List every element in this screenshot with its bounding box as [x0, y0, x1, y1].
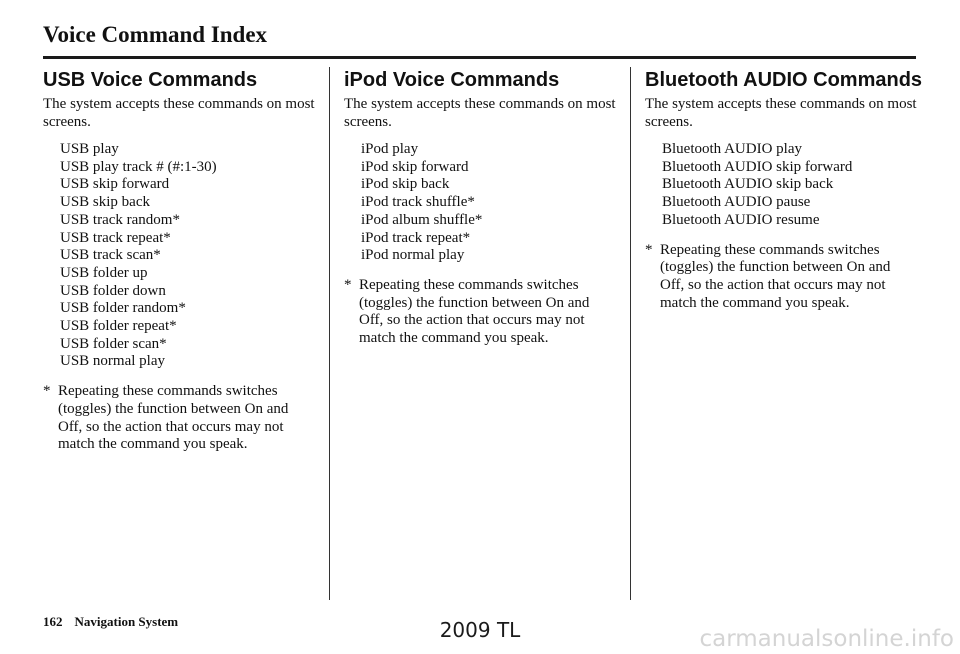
- command-item: iPod skip back: [361, 176, 450, 193]
- command-item: USB folder scan*: [60, 335, 167, 352]
- title-divider: [43, 56, 916, 59]
- command-item: USB folder up: [60, 264, 148, 281]
- command-item: Bluetooth AUDIO play: [662, 141, 802, 157]
- bluetooth-footnote: [645, 242, 917, 313]
- command-item: iPod play: [361, 141, 419, 157]
- command-item: USB track repeat*: [60, 229, 171, 246]
- command-item: USB normal play: [60, 353, 165, 370]
- command-item: iPod normal play: [361, 247, 465, 264]
- page-number: 162: [43, 614, 63, 629]
- column-divider: [329, 67, 330, 600]
- usb-intro: The system accepts these commands on most screens.: [43, 96, 315, 130]
- command-item: iPod track shuffle*: [361, 194, 475, 211]
- section-name: Navigation System: [74, 614, 179, 629]
- command-item: USB skip back: [60, 194, 150, 211]
- footnote-text: Repeating these commands switches (toggles) the function between On and Off, so the action that occurs may not match the command you speak.: [359, 276, 590, 347]
- footnote-marker: *: [43, 383, 51, 400]
- command-item: USB play: [60, 141, 119, 157]
- command-item: Bluetooth AUDIO pause: [662, 194, 811, 211]
- command-item: iPod skip forward: [361, 158, 469, 175]
- command-item: USB play track # (#:1-30): [60, 158, 217, 175]
- command-item: USB folder repeat*: [60, 318, 177, 335]
- ipod-heading: iPod Voice Commands: [344, 69, 560, 91]
- footnote-text: Repeating these commands switches (toggles) the function between On and Off, so the action that occurs may not match the command you speak.: [660, 241, 891, 311]
- ipod-commands-section: [344, 67, 616, 348]
- bluetooth-intro: The system accepts these commands on most screens.: [645, 96, 917, 130]
- footnote-marker: *: [344, 276, 352, 293]
- command-item: Bluetooth AUDIO resume: [662, 211, 820, 228]
- model-watermark: 2009 TL: [439, 618, 521, 642]
- command-item: USB track random*: [60, 211, 180, 228]
- usb-footnote: [43, 383, 315, 454]
- footnote-text: Repeating these commands switches (toggles) the function between On and Off, so the action that occurs may not match the command you speak.: [58, 383, 289, 453]
- bluetooth-commands-section: [645, 67, 923, 312]
- command-item: USB skip forward: [60, 176, 170, 193]
- usb-commands-section: [43, 67, 315, 454]
- usb-command-list: [60, 141, 315, 371]
- command-item: iPod track repeat*: [361, 229, 471, 246]
- command-item: USB folder random*: [60, 300, 186, 317]
- page-title: Voice Command Index: [43, 22, 268, 47]
- site-watermark: carmanualsonline.info: [699, 626, 954, 652]
- command-item: Bluetooth AUDIO skip forward: [662, 158, 853, 175]
- ipod-intro: The system accepts these commands on most screens.: [344, 96, 616, 130]
- bluetooth-command-list: [662, 141, 917, 230]
- command-item: iPod album shuffle*: [361, 211, 483, 228]
- command-item: USB folder down: [60, 282, 166, 299]
- command-item: Bluetooth AUDIO skip back: [662, 176, 834, 193]
- ipod-footnote: [344, 277, 616, 348]
- bluetooth-heading: Bluetooth AUDIO Commands: [645, 69, 923, 91]
- footnote-marker: *: [645, 241, 653, 258]
- column-divider: [630, 67, 631, 600]
- command-item: USB track scan*: [60, 247, 161, 264]
- usb-heading: USB Voice Commands: [43, 69, 258, 91]
- ipod-command-list: [361, 141, 616, 265]
